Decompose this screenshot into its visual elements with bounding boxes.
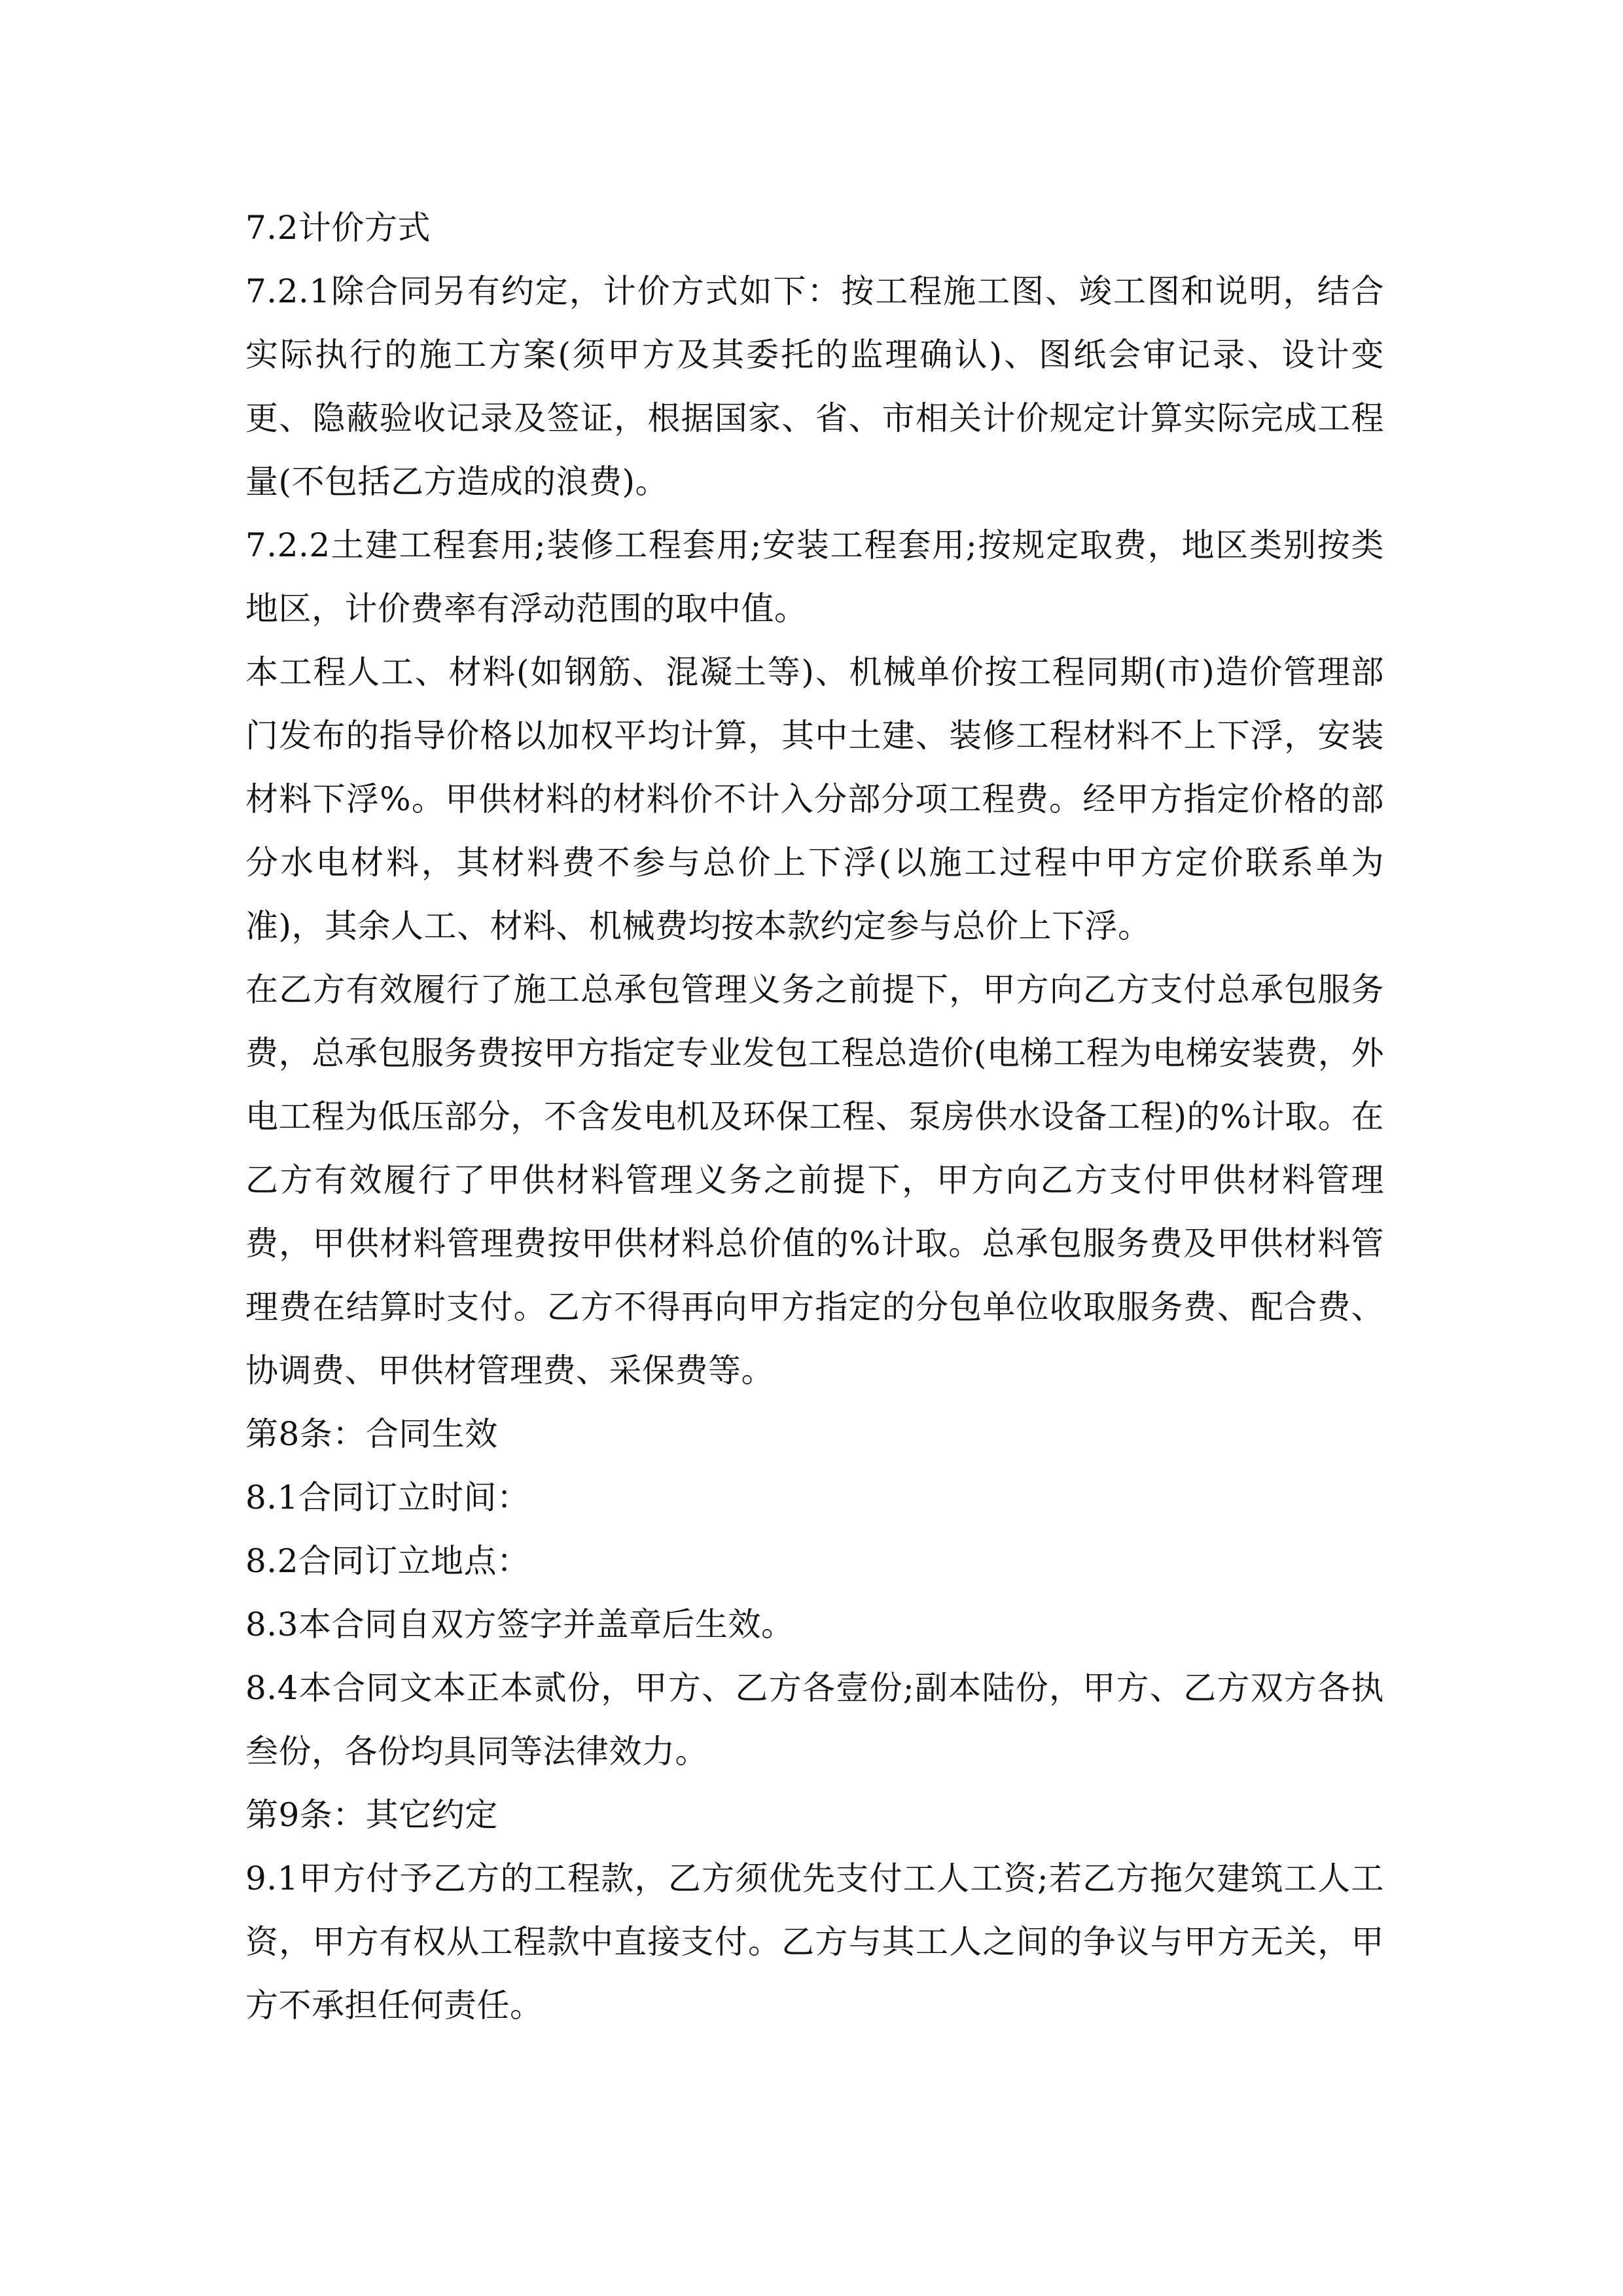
paragraph-9-1: 9.1甲方付予乙方的工程款，乙方须优先支付工人工资;若乙方拖欠建筑工人工资，甲方有权从工程款中直接支付。乙方与其工人之间的争议与甲方无关，甲方不承担任何责任。 (245, 1859, 1384, 2024)
paragraph-7-2-heading: 7.2计价方式 (245, 209, 431, 247)
section-9-heading: 第9条：其它约定 (245, 1796, 498, 1834)
paragraph-service-fee: 在乙方有效履行了施工总承包管理义务之前提下，甲方向乙方支付总承包服务费，总承包服务费按甲方指定专业发包工程总造价(电梯工程为电梯安装费，外电工程为低压部分，不含发电机及环保工程、泵房供水设备工程)的%计取。在乙方有效履行了甲供材料管理义务之前提下，甲方向乙方支付甲供材料管理费，甲供材料管理费按甲供材料总价值的%计取。总承包服务费及甲供材料管理费在结算时支付。乙方不得再向甲方指定的分包单位收取服务费、配合费、协调费、甲供材管理费、采保费等。 (245, 971, 1384, 1390)
paragraph-7-2-2: 7.2.2土建工程套用;装修工程套用;安装工程套用;按规定取费，地区类别按类地区，计价费率有浮动范围的取中值。 (245, 526, 1384, 628)
paragraph-8-2: 8.2合同订立地点： (245, 1542, 530, 1580)
section-8-heading: 第8条：合同生效 (245, 1415, 498, 1453)
paragraph-8-1: 8.1合同订立时间： (245, 1479, 530, 1516)
document-body (245, 196, 1384, 2037)
paragraph-unit-prices: 本工程人工、材料(如钢筋、混凝土等)、机械单价按工程同期(市)造价管理部门发布的指导价格以加权平均计算，其中土建、装修工程材料不上下浮，安装材料下浮%。甲供材料的材料价不计入分部分项工程费。经甲方指定价格的部分水电材料，其材料费不参与总价上下浮(以施工过程中甲方定价联系单为准)，其余人工、材料、机械费均按本款约定参与总价上下浮。 (245, 653, 1384, 945)
paragraph-8-3: 8.3本合同自双方签字并盖章后生效。 (245, 1605, 794, 1643)
paragraph-7-2-1: 7.2.1除合同另有约定，计价方式如下：按工程施工图、竣工图和说明，结合实际执行的施工方案(须甲方及其委托的监理确认)、图纸会审记录、设计变更、隐蔽验收记录及签证，根据国家、省、市相关计价规定计算实际完成工程量(不包括乙方造成的浪费)。 (245, 272, 1384, 501)
paragraph-8-4: 8.4本合同文本正本贰份，甲方、乙方各壹份;副本陆份，甲方、乙方双方各执叁份，各份均具同等法律效力。 (245, 1669, 1384, 1770)
